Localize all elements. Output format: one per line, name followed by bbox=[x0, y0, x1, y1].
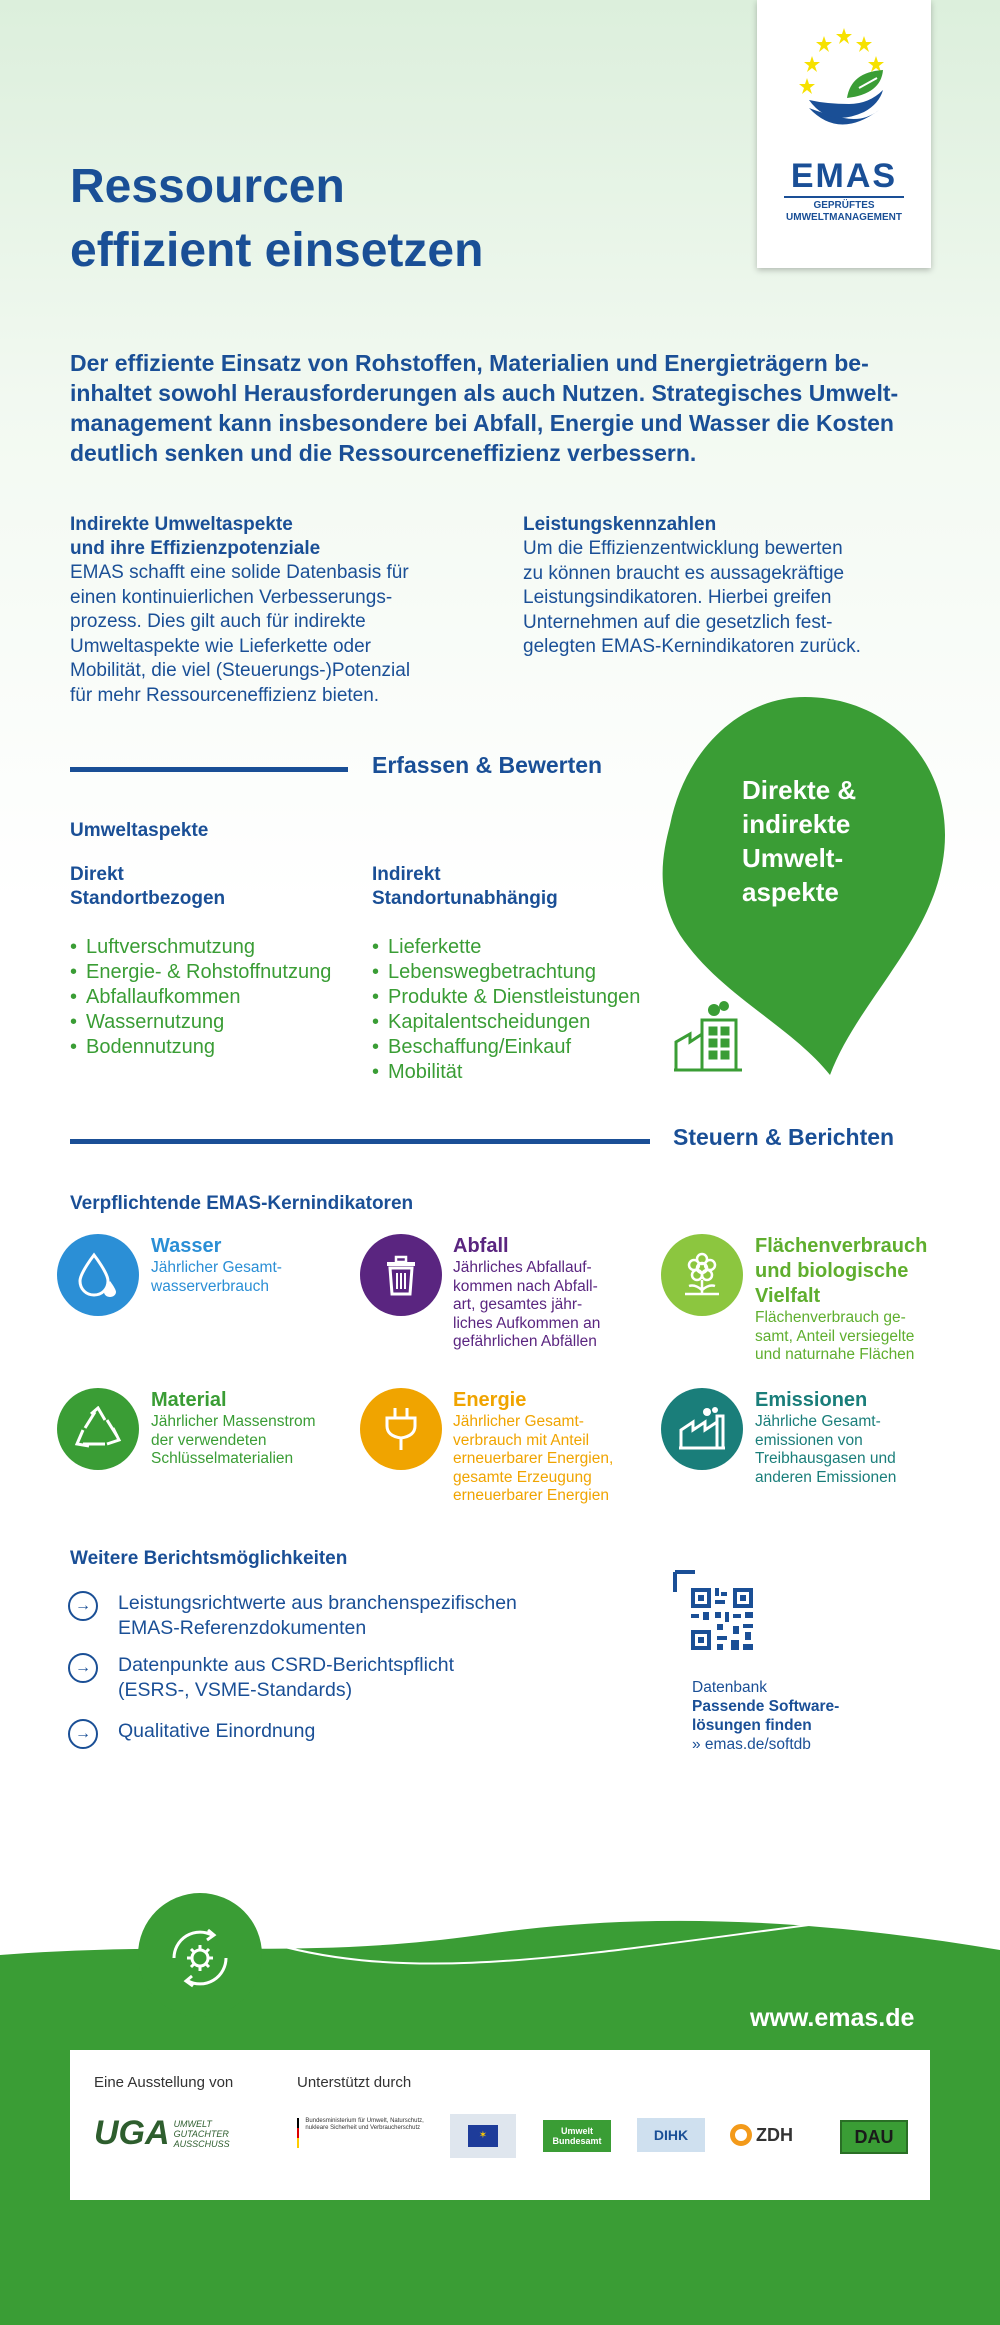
list-item: • Beschaffung/Einkauf bbox=[372, 1035, 640, 1060]
indicator-desc-line: Jährlicher Gesamt- bbox=[453, 1413, 584, 1430]
page-title-line2: effizient einsetzen bbox=[70, 224, 484, 277]
section-heading-steuern: Steuern & Berichten bbox=[673, 1124, 895, 1150]
qr-caption bbox=[692, 1678, 839, 1754]
section-rule bbox=[70, 1139, 650, 1144]
emas-logo-name: EMAS bbox=[790, 157, 898, 195]
footer-url[interactable]: www.emas.de bbox=[750, 2004, 915, 2032]
column-left-line: einen kontinuierlichen Verbesserungs- bbox=[70, 586, 393, 608]
bmuv-logo-text: Bundesministerium für Umwelt, Naturschutz, nukleare Sicherheit und Verbraucherschutz bbox=[305, 2118, 424, 2131]
indicator-desc-line: der verwendeten bbox=[151, 1431, 267, 1449]
indicator-energie bbox=[453, 1388, 633, 1506]
bubble-line: Umwelt- bbox=[742, 843, 844, 873]
indicator-desc-line: Jährliches Abfallauf- bbox=[453, 1259, 592, 1276]
more-item bbox=[68, 1591, 517, 1641]
more-item-line: Datenpunkte aus CSRD-Berichtspflicht bbox=[118, 1654, 454, 1676]
indicator-desc-line: Flächenverbrauch ge- bbox=[755, 1309, 906, 1326]
list-item: • Luftverschmutzung bbox=[70, 935, 331, 960]
indirect-title2: Standortunabhängig bbox=[372, 888, 558, 909]
indicator-desc-line: anderen Emissionen bbox=[755, 1468, 897, 1486]
uga-logo bbox=[94, 2114, 230, 2153]
qr-caption-line3: lösungen finden bbox=[692, 1717, 812, 1734]
indicator-desc-line: verbrauch mit Anteil bbox=[453, 1431, 590, 1449]
indicator-desc-line: liches Aufkommen an bbox=[453, 1314, 601, 1332]
indicator-flaechenverbrauch bbox=[755, 1234, 935, 1365]
emas-logo-sub1: GEPRÜFTES bbox=[813, 200, 875, 211]
sponsors-panel bbox=[70, 2050, 930, 2200]
more-item-line: Leistungsrichtwerte aus branchenspezifischen bbox=[118, 1592, 517, 1614]
indicator-desc-line: Jährliche Gesamt- bbox=[755, 1413, 881, 1430]
list-item: • Energie- & Rohstoffnutzung bbox=[70, 960, 331, 985]
dau-logo: DAU bbox=[840, 2120, 908, 2154]
list-item: • Bodennutzung bbox=[70, 1035, 331, 1060]
uga-logo-text: UGA bbox=[94, 2114, 170, 2152]
recycle-icon bbox=[57, 1388, 139, 1470]
zdh-ring-icon bbox=[730, 2124, 752, 2146]
page-title-line1: Ressourcen bbox=[70, 160, 345, 213]
column-left-line: für mehr Ressourceneffizienz bieten. bbox=[70, 684, 380, 706]
list-item: • Mobilität bbox=[372, 1060, 640, 1085]
supported-label: Unterstützt durch bbox=[297, 2074, 412, 2091]
indirect-title1: Indirekt bbox=[372, 864, 441, 885]
more-item-line: (ESRS-, VSME-Standards) bbox=[118, 1679, 353, 1701]
page-title bbox=[70, 155, 670, 283]
more-item-line: Qualitative Einordnung bbox=[118, 1720, 316, 1742]
zdh-logo-text: ZDH bbox=[756, 2124, 793, 2145]
column-left-heading1: Indirekte Umweltaspekte bbox=[70, 514, 293, 535]
more-item-line: EMAS-Referenzdokumenten bbox=[118, 1617, 367, 1639]
section-heading-erfassen: Erfassen & Bewerten bbox=[372, 752, 603, 778]
column-left-line: Umweltaspekte wie Lieferkette oder bbox=[70, 635, 371, 657]
indicator-desc-line: gefährlichen Abfällen bbox=[453, 1333, 597, 1350]
indicator-material bbox=[151, 1388, 331, 1469]
indicator-desc-line: art, gesamtes jähr- bbox=[453, 1296, 583, 1313]
arrow-right-icon: → bbox=[68, 1591, 98, 1621]
water-drop-icon bbox=[57, 1234, 139, 1316]
column-left-line: Mobilität, die viel (Steuerungs-)Potenzial bbox=[70, 660, 411, 681]
umweltaspekte-label: Umweltaspekte bbox=[70, 820, 209, 841]
indicator-desc-line: Schlüsselmaterialien bbox=[151, 1450, 294, 1467]
eu-commission-logo: ✶ bbox=[450, 2114, 516, 2158]
more-heading: Weitere Berichtsmöglichkeiten bbox=[70, 1548, 348, 1569]
column-right-line: Um die Effizienzentwicklung bewerten bbox=[523, 538, 843, 559]
column-right-line: Unternehmen auf die gesetzlich fest- bbox=[523, 611, 833, 633]
arrow-right-icon: → bbox=[68, 1653, 98, 1683]
indicator-title: Wasser bbox=[151, 1235, 222, 1257]
indicator-desc-line: und naturnahe Flächen bbox=[755, 1346, 915, 1363]
indicator-desc-line: Jährlicher Gesamt- bbox=[151, 1259, 282, 1276]
factory-building-icon bbox=[672, 998, 744, 1074]
qr-caption-line2: Passende Software- bbox=[692, 1698, 840, 1715]
column-right-line: zu können braucht es aussagekräftige bbox=[523, 562, 845, 584]
qr-code[interactable] bbox=[673, 1570, 769, 1666]
indicator-title: Emissionen bbox=[755, 1389, 868, 1411]
indicator-desc-line: erneuerbarer Energien, bbox=[453, 1450, 614, 1467]
direct-title2: Standortbezogen bbox=[70, 888, 226, 909]
umweltbundesamt-logo: Umwelt Bundesamt bbox=[543, 2120, 611, 2152]
trash-bin-icon bbox=[360, 1234, 442, 1316]
list-item: • Wassernutzung bbox=[70, 1010, 331, 1035]
core-indicators-label: Verpflichtende EMAS-Kernindikatoren bbox=[70, 1193, 414, 1214]
section-rule bbox=[70, 767, 348, 772]
indirect-aspects bbox=[372, 863, 640, 1085]
arrow-right-icon: → bbox=[68, 1719, 98, 1749]
list-item: • Lieferkette bbox=[372, 935, 640, 960]
indicator-desc-line: samt, Anteil versiegelte bbox=[755, 1327, 915, 1345]
factory-icon bbox=[661, 1388, 743, 1470]
uga-logo-sub: AUSSCHUSS bbox=[173, 2138, 230, 2149]
indicator-abfall bbox=[453, 1234, 633, 1352]
direct-title1: Direkt bbox=[70, 864, 124, 885]
column-left-line: EMAS schafft eine solide Datenbasis für bbox=[70, 562, 409, 583]
dihk-logo: DIHK bbox=[637, 2118, 705, 2152]
intro-paragraph: Der effiziente Einsatz von Rohstoffen, Materialien und Energieträgern be-inhaltet sowohl Herausforderungen als auch Nutzen. Strategisches Umwelt-management kann insbesondere bei Abfall, Energie und Wasser die Kosten deutlich senken und die Ressourceneffizienz verbessern. bbox=[70, 350, 899, 466]
column-performance-indicators bbox=[523, 513, 923, 660]
plug-icon bbox=[360, 1388, 442, 1470]
column-left-line: prozess. Dies gilt auch für indirekte bbox=[70, 611, 366, 632]
emas-emblem-icon bbox=[779, 0, 909, 150]
qr-caption-line1: Datenbank bbox=[692, 1679, 767, 1696]
indicator-desc-line: emissionen von bbox=[755, 1431, 863, 1449]
indicator-desc-line: gesamte Erzeugung bbox=[453, 1468, 592, 1486]
column-right-line: Leistungsindikatoren. Hierbei greifen bbox=[523, 587, 832, 608]
bmuv-logo bbox=[297, 2118, 447, 2148]
emas-logo-sub2: UMWELTMANAGEMENT bbox=[786, 212, 902, 223]
uga-logo-sub: GUTACHTER bbox=[173, 2128, 229, 2139]
flower-icon bbox=[661, 1234, 743, 1316]
column-right-heading: Leistungskennzahlen bbox=[523, 514, 717, 535]
bubble-text bbox=[742, 773, 856, 909]
bubble-line: indirekte bbox=[742, 809, 851, 839]
indicator-title: Material bbox=[151, 1389, 227, 1411]
indicator-wasser bbox=[151, 1234, 301, 1296]
more-item bbox=[68, 1653, 454, 1703]
bubble-line: aspekte bbox=[742, 877, 839, 907]
indicator-desc-line: Treibhausgasen und bbox=[755, 1450, 896, 1467]
list-item: • Abfallaufkommen bbox=[70, 985, 331, 1010]
indicator-title: Energie bbox=[453, 1389, 527, 1411]
cycle-gear-icon bbox=[160, 1918, 240, 1998]
list-item: • Lebenswegbetrachtung bbox=[372, 960, 640, 985]
exhibition-label: Eine Ausstellung von bbox=[94, 2074, 234, 2091]
indicator-desc-line: wasserverbrauch bbox=[151, 1277, 270, 1295]
indicator-desc-line: kommen nach Abfall- bbox=[453, 1277, 598, 1295]
column-indirect-aspects bbox=[70, 513, 470, 708]
indicator-desc-line: Jährlicher Massenstrom bbox=[151, 1413, 316, 1430]
bubble-line: Direkte & bbox=[742, 775, 857, 805]
uga-logo-sub: UMWELT bbox=[173, 2118, 212, 2129]
indicator-title: Flächenverbrauch und biologische Vielfalt bbox=[755, 1235, 928, 1307]
indicator-title: Abfall bbox=[453, 1235, 509, 1257]
indicator-desc-line: erneuerbarer Energien bbox=[453, 1487, 609, 1504]
list-item: • Kapitalentscheidungen bbox=[372, 1010, 640, 1035]
more-item bbox=[68, 1719, 315, 1749]
column-right-line: gelegten EMAS-Kernindikatoren zurück. bbox=[523, 636, 861, 657]
list-item: • Produkte & Dienstleistungen bbox=[372, 985, 640, 1010]
zdh-logo bbox=[730, 2124, 793, 2146]
column-left-heading2: und ihre Effizienzpotenziale bbox=[70, 538, 321, 559]
direct-aspects bbox=[70, 863, 331, 1060]
qr-caption-link[interactable]: » emas.de/softdb bbox=[692, 1736, 811, 1753]
emas-logo bbox=[757, 0, 931, 268]
indicator-emissionen bbox=[755, 1388, 935, 1487]
